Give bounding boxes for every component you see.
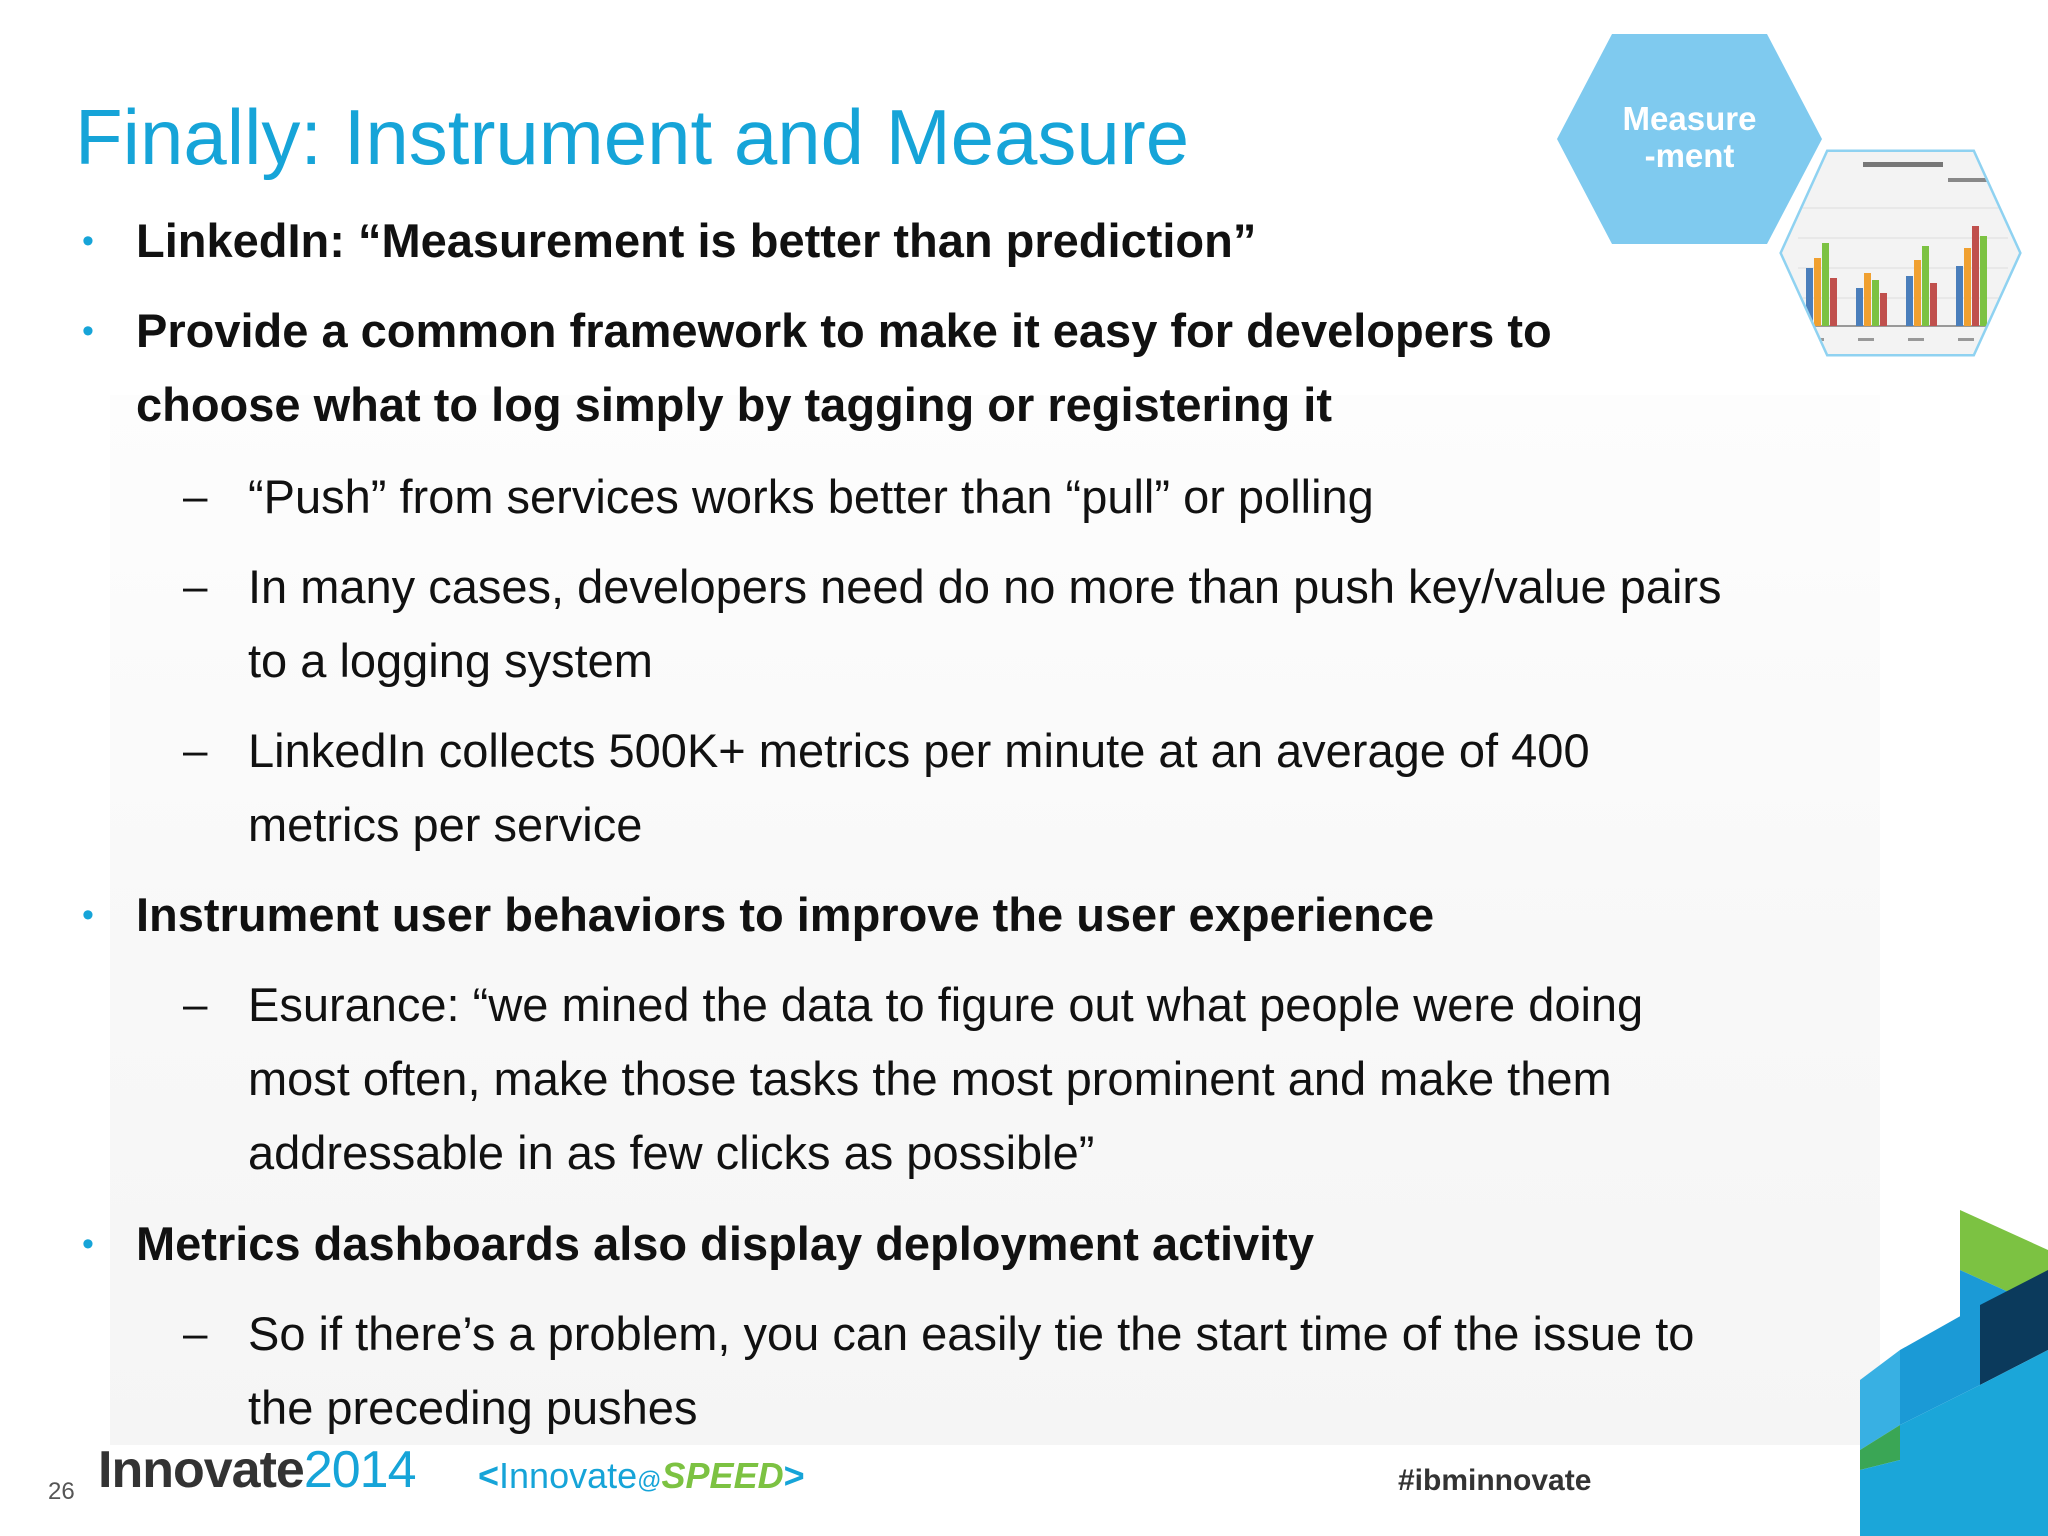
logo-word: Innovate	[98, 1441, 304, 1499]
sub-bullet-marker: –	[183, 562, 208, 611]
innovate-2014-logo	[98, 1440, 416, 1500]
bullet-2-sub-2-line-1: In many cases, developers need do no more than push key/value pairs	[248, 560, 1722, 613]
bullet-marker: •	[82, 312, 94, 350]
sub-bullet-marker: –	[183, 980, 208, 1029]
bullet-marker: •	[82, 222, 94, 260]
bullet-3-sub-1-line-2: most often, make those tasks the most prominent and make them	[248, 1052, 1612, 1105]
sub-bullet-marker: –	[183, 472, 208, 521]
page-number: 26	[48, 1478, 75, 1505]
bullet-4-line-1: Metrics dashboards also display deployment activity	[136, 1217, 1314, 1270]
bullet-3-line-1: Instrument user behaviors to improve the user experience	[136, 888, 1435, 941]
left-chevron-icon: <	[478, 1455, 500, 1496]
bullet-1-line-1: LinkedIn: “Measurement is better than prediction”	[136, 214, 1257, 267]
bullet-2-sub-3-line-1: LinkedIn collects 500K+ metrics per minute at an average of 400	[248, 724, 1590, 777]
bullet-3-sub-1-line-1: Esurance: “we mined the data to figure out what people were doing	[248, 978, 1644, 1031]
bullet-4-sub-1-line-1: So if there’s a problem, you can easily tie the start time of the issue to	[248, 1307, 1695, 1360]
logo-year: 2014	[303, 1441, 416, 1499]
bullet-2-line-1: Provide a common framework to make it easy for developers to	[136, 304, 1552, 357]
speed-logo-speed: SPEED	[661, 1455, 784, 1496]
innovate-at-speed-logo	[478, 1455, 805, 1497]
badge-line-1: Measure	[1622, 100, 1757, 137]
decorative-corner-shapes-icon	[1860, 1210, 2048, 1536]
bullet-2-line-2: choose what to log simply by tagging or registering it	[136, 378, 1332, 431]
right-chevron-icon: >	[783, 1455, 805, 1496]
bullet-4-sub-1-line-2: the preceding pushes	[248, 1381, 698, 1434]
sub-bullet-marker: –	[183, 726, 208, 775]
slide-title: Finally: Instrument and Measure	[75, 93, 1190, 181]
bullet-2-sub-3-line-2: metrics per service	[248, 798, 643, 851]
speed-logo-innovate: Innovate	[499, 1455, 638, 1496]
bullet-2-sub-1-line-1: “Push” from services works better than “pull” or polling	[248, 470, 1374, 523]
sub-bullet-marker: –	[183, 1309, 208, 1358]
badge-line-2: -ment	[1644, 137, 1735, 174]
hashtag: #ibminnovate	[1398, 1464, 1592, 1497]
bar-chart-thumbnail-icon	[1778, 148, 2023, 358]
bullet-2-sub-2-line-2: to a logging system	[248, 634, 653, 687]
bullet-marker: •	[82, 1225, 94, 1263]
bullet-marker: •	[82, 896, 94, 934]
speed-logo-at: @	[637, 1467, 662, 1494]
bullet-3-sub-1-line-3: addressable in as few clicks as possible”	[248, 1126, 1095, 1179]
